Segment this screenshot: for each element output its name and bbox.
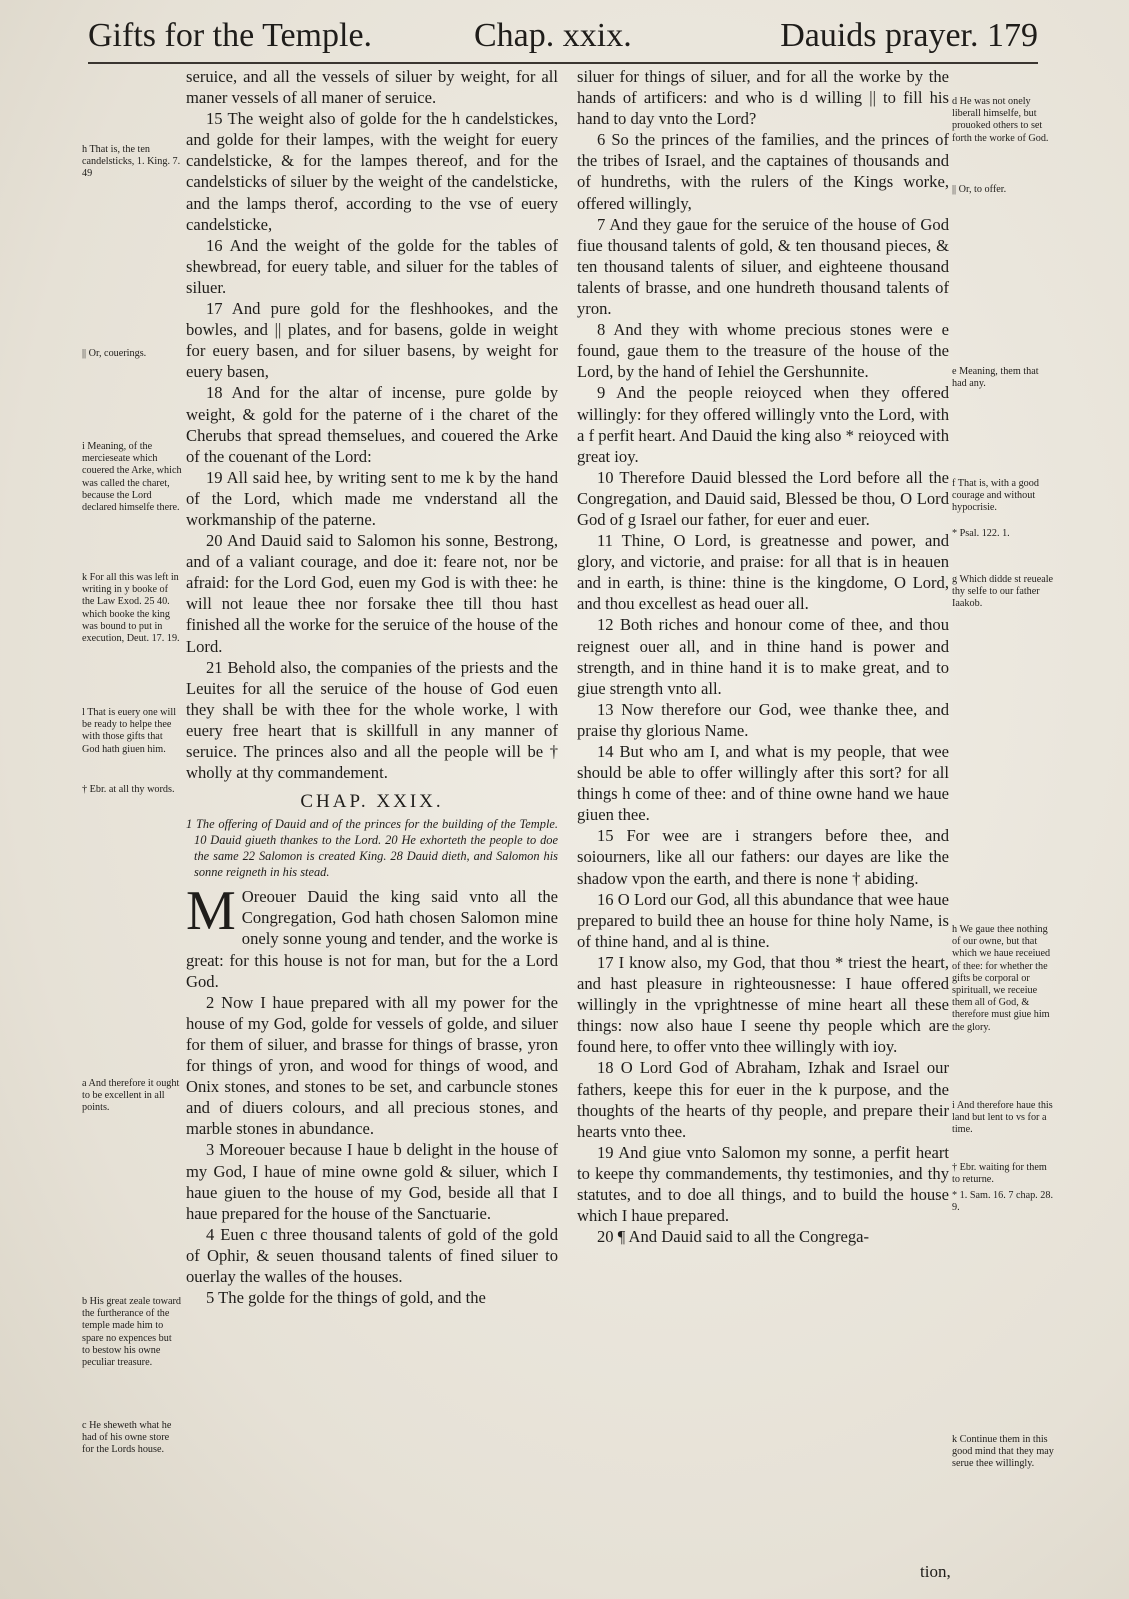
verse: seruice, and all the vessels of siluer by weight, for all maner vessels of all maner of seruice. <box>186 67 558 108</box>
verse: 3 Moreouer because I haue b delight in the house of my God, I haue of mine owne gold & siluer, which I haue giuen to the house of my God, beside all that I haue prepared for the house of the Sanctuarie. <box>186 1140 558 1223</box>
verse: 17 I know also, my God, that thou * triest the heart, and hast pleasure in righteousnesse: I haue offered willingly in the vprightnesse of mine heart all these things: now also haue I seene thy people which are found here, to offer vnto thee willingly with ioy. <box>577 952 949 1057</box>
margin-note: d He was not onely liberall himselfe, but prouoked others to set forth the worke of God. <box>952 96 1049 144</box>
drop-capital: M <box>186 880 236 943</box>
verse: 13 Now therefore our God, wee thanke thee, and praise thy glorious Name. <box>577 699 949 740</box>
margin-note: * 1. Sam. 16. 7 chap. 28. 9. <box>952 1190 1054 1214</box>
margin-note: f That is, with a good courage and without hypocrisie. <box>952 478 1039 514</box>
margin-note: || Or, to offer. <box>952 184 1007 195</box>
right-text-column <box>577 66 949 1247</box>
verse: 18 And for the altar of incense, pure golde by weight, & gold for the paterne of i the charet of the Cherubs that spread themselues, and couered the Arke of the couenant of the Lord: <box>186 383 558 466</box>
verse: 4 Euen c three thousand talents of gold of the gold of Ophir, & seuen thousand talents of fined siluer to ouerlay the walles of the houses. <box>186 1224 558 1286</box>
margin-note: a And therefore it ought to be excellent in all points. <box>82 1078 180 1114</box>
verse: 16 And the weight of the golde for the tables of shewbread, for euery table, and siluer for the tables of siluer. <box>186 235 558 297</box>
verse: 19 All said hee, by writing sent to me k by the hand of the Lord, which made me vnderstand all the workmanship of the paterne. <box>186 467 558 529</box>
margin-note: g Which didde st reueale thy selfe to our father Iaakob. <box>952 574 1054 610</box>
verse: 10 Therefore Dauid blessed the Lord before all the Congregation, and Dauid said, Blessed be thou, O Lord God of g Israel our father, for euer and euer. <box>577 467 949 529</box>
margin-note: * Psal. 122. 1. <box>952 528 1010 539</box>
margin-note: h We gaue thee nothing of our owne, but that which we haue receiued of thee: for whether the gifts be corporal or spirituall, we receiue them all of God, & therefore must giue him the glory. <box>952 924 1051 1033</box>
header-left-title: Gifts for the Temple. <box>88 17 373 54</box>
running-header <box>88 14 1038 58</box>
verse: 8 And they with whome precious stones were e found, gaue them to the treasure of the house of the Lord, by the hand of Iehiel the Gershunnite. <box>577 320 949 382</box>
verse: 7 And they gaue for the seruice of the house of God fiue thousand talents of gold, & ten thousand pieces, & ten thousand talents of siluer, and eighteene thousand talents of brasse, and one hundreth thousand talents of yron. <box>577 214 949 319</box>
verse: 14 But who am I, and what is my people, that wee should be able to offer willingly after this sort? for all things h come of thee: and of thine owne hand we haue giuen thee. <box>577 742 949 825</box>
header-right-title: Dauids prayer. 179 <box>780 17 1038 54</box>
margin-note: || Or, couerings. <box>82 348 147 359</box>
verse: 15 The weight also of golde for the h candelstickes, and golde for their lampes, with the weight for euery candelsticke, & for the lampes thereof, and for the candelsticks of siluer by the weight of the candelsticke, and the lamps therof, according to the vse of euery candelsticke, <box>186 109 558 234</box>
margin-note: c He sheweth what he had of his owne store for the Lords house. <box>82 1420 172 1456</box>
verse: 11 Thine, O Lord, is greatnesse and power, and glory, and victorie, and praise: for all that is in heauen and in earth, is thine: thine is the kingdome, O Lord, and thou excellest as head ouer all. <box>577 531 949 614</box>
margin-note: k For all this was left in writing in y booke of the Law Exod. 25 40. which booke the king was bound to put in execution, Deut. 17. 19. <box>82 572 180 645</box>
verse: 16 O Lord our God, all this abundance that wee haue prepared to build thee an house for thine holy Name, is of thine hand, and al is thine. <box>577 889 949 951</box>
verse: 5 The golde for the things of gold, and the <box>206 1288 486 1308</box>
margin-note: h That is, the ten candelsticks, 1. King. 7. 49 <box>82 144 181 180</box>
margin-note: † Ebr. at all thy words. <box>82 784 175 795</box>
catchword: tion, <box>920 1562 951 1581</box>
margin-note: i And therefore haue this land but lent to vs for a time. <box>952 1100 1053 1136</box>
verse: 20 And Dauid said to Salomon his sonne, Bestrong, and of a valiant courage, and doe it: feare not, nor be afraid: for the Lord God, euen my God is with thee: he will not leaue thee nor forsake thee till thou hast finished all the worke for the seruice of the house of the Lord. <box>186 531 558 656</box>
margin-note: † Ebr. waiting for them to returne. <box>952 1162 1047 1186</box>
margin-note: i Meaning, of the mercieseate which couered the Arke, which was called the charet, because the Lord declared himselfe there. <box>82 441 182 514</box>
verse: 9 And the people reioyced when they offered willingly: for they offered willingly vnto the Lord, with a f perfit heart. And Dauid the king also * reioyced with great ioy. <box>577 383 949 466</box>
left-text-column <box>186 66 558 1308</box>
verse: 18 O Lord God of Abraham, Izhak and Israel our fathers, keepe this for euer in the k purpose, and the thoughts of the hearts of thy people, and prepare their hearts vnto thee. <box>577 1058 949 1141</box>
verse: 15 For wee are i strangers before thee, and soiourners, like all our fathers: our dayes are like the shadow vpon the earth, and there is none † abiding. <box>577 826 949 888</box>
margin-note: e Meaning, them that had any. <box>952 366 1039 390</box>
verse: 2 Now I haue prepared with all my power for the house of my God, golde for vessels of golde, and siluer for them of siluer, and brasse for things of brasse, yron for things of yron, and wood for things of wood, and Onix stones, and stones to be set, and carbuncle stones and of diuers colours, and all precious stones, and marble stones in abundance. <box>186 992 558 1139</box>
verse: siluer for things of siluer, and for all the worke by the hands of artificers: and who is d willing || to fill his hand to day vnto the Lord? <box>577 67 949 129</box>
chapter-summary: 1 The offering of Dauid and of the princes for the building of the Temple. 10 Dauid giueth thankes to the Lord. 20 He exhorteth the people to doe the same 22 Salomon is created King. 28 Dauid dieth, and Salomon his sonne reigneth in his stead. <box>186 817 558 880</box>
verse: 21 Behold also, the companies of the priests and the Leuites for all the seruice of the house of God euen they shall be with thee for the whole worke, l with euery free heart that is skillfull in any manner of seruice. The princes also and all the people will be † wholly at thy commandement. <box>186 657 558 783</box>
margin-note: l That is euery one will be ready to helpe thee with those gifts that God hath giuen him. <box>82 707 177 755</box>
chapter-heading: CHAP. XXIX. <box>300 791 444 813</box>
verse: 12 Both riches and honour come of thee, and thou reignest ouer all, and in thine hand is power and strength, and in thine hand it is to make great, and to giue strength vnto all. <box>577 615 949 698</box>
header-chapter: Chap. xxix. <box>474 17 632 54</box>
verse: 6 So the princes of the families, and the princes of the tribes of Israel, and the captaines of thousands and of hundreths, with the rulers of the Kings worke, offered willingly, <box>577 130 949 213</box>
verse-text: Oreouer Dauid the king said vnto all the Congregation, God hath chosen Salomon mine onely sonne young and tender, and the worke is great: for this house is not for man, but for the a Lord God. <box>186 887 558 991</box>
verse: 20 ¶ And Dauid said to all the Congrega- <box>597 1227 870 1247</box>
margin-note: b His great zeale toward the furtherance of the temple made him to spare no expences but to bestow his owne peculiar treasure. <box>82 1296 181 1369</box>
verse-first <box>186 880 558 991</box>
header-rule <box>88 62 1038 64</box>
verse: 19 And giue vnto Salomon my sonne, a perfit heart to keepe thy commandements, thy testimonies, and thy statutes, and to doe all things, and to build the house which I haue prepared. <box>577 1142 949 1226</box>
margin-note: k Continue them in this good mind that they may serue thee willingly. <box>952 1434 1054 1470</box>
verse: 17 And pure gold for the fleshhookes, and the bowles, and || plates, and for basens, golde in weight for euery basen, and for siluer basens, by weight for euery basen, <box>186 299 558 382</box>
